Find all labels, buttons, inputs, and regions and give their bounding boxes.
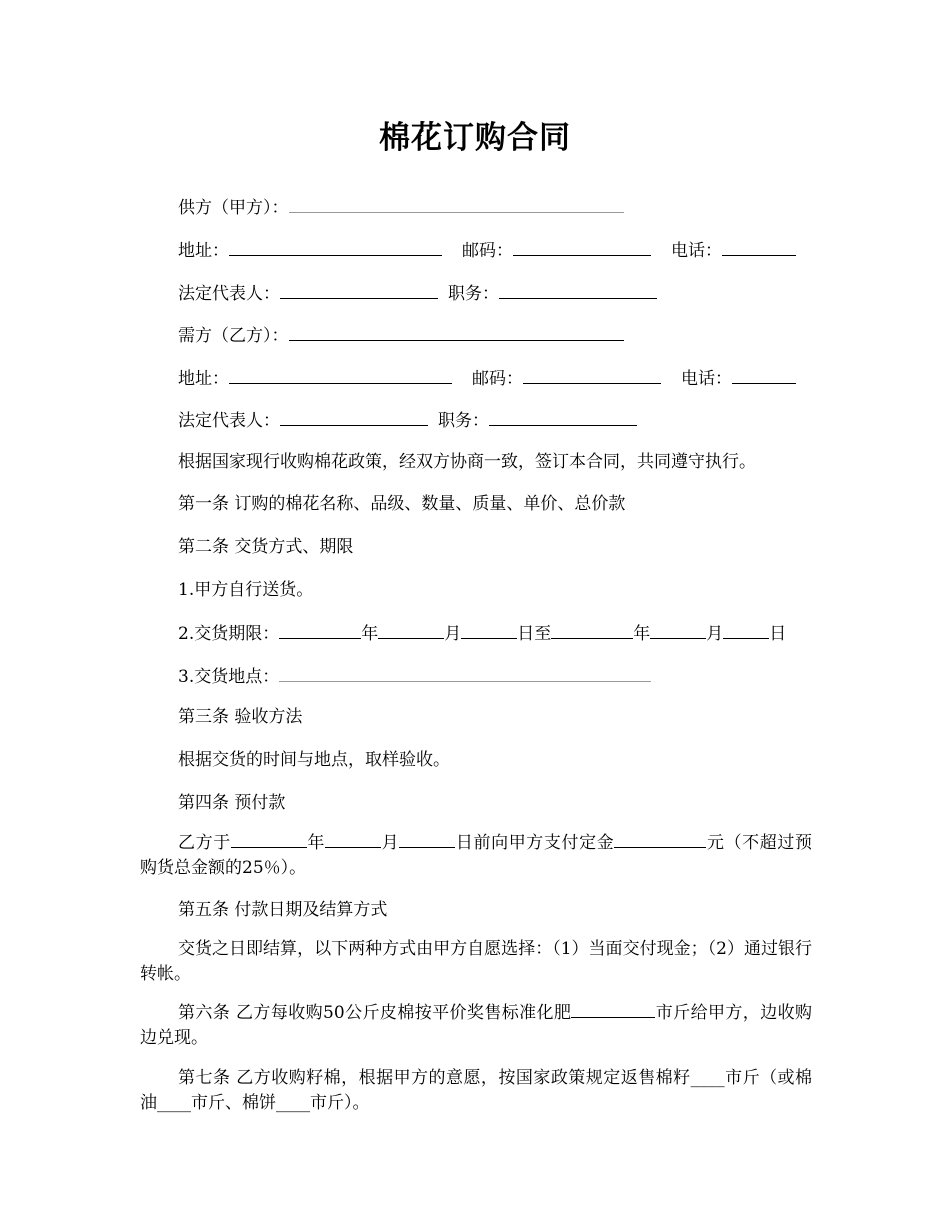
party-b-label: 需方（乙方）：	[178, 326, 289, 346]
start-year-blank[interactable]	[279, 622, 361, 639]
party-b-address-blank[interactable]	[229, 367, 452, 384]
cotton-oil-blank[interactable]: ____	[157, 1093, 191, 1113]
start-day-to-label: 日至	[517, 624, 552, 644]
cotton-cake-blank[interactable]: ____	[276, 1093, 310, 1113]
article-6-text-2: 市斤给甲方，边收购边兑现。	[140, 1003, 813, 1048]
start-day-blank[interactable]	[461, 622, 517, 639]
party-b-address-label: 地址：	[178, 369, 229, 389]
article-5-heading: 第五条 付款日期及结算方式	[178, 900, 388, 920]
start-month-label: 月	[444, 624, 462, 644]
delivery-period-label: 2.交货期限：	[178, 624, 280, 644]
delivery-place-blank[interactable]	[279, 665, 651, 682]
party-a-phone-label: 电话：	[671, 241, 722, 261]
end-year-label: 年	[633, 624, 651, 644]
article-7-text-2: 市斤（或棉油	[140, 1068, 813, 1113]
party-a-postcode-label: 邮码：	[462, 241, 513, 261]
party-b-rep-row	[178, 409, 637, 431]
start-month-blank[interactable]	[378, 622, 444, 639]
article-7-text-1: 第七条 乙方收购籽棉，根据甲方的意愿，按国家政策规定返售棉籽	[178, 1068, 691, 1088]
party-b-postcode-label: 邮码：	[472, 369, 523, 389]
article-2-heading: 第二条 交货方式、期限	[178, 537, 354, 557]
party-b-rep-blank[interactable]	[280, 409, 428, 426]
party-a-name-blank[interactable]	[289, 196, 624, 213]
article-4-text-3: 元（不超过预购货总金额的25％）。	[140, 833, 813, 878]
document-title: 棉花订购合同	[379, 120, 571, 156]
party-a-row	[178, 196, 624, 218]
cottonseed-blank[interactable]: ____	[690, 1068, 725, 1088]
party-a-rep-label: 法定代表人：	[178, 284, 280, 304]
deposit-year-label: 年	[306, 833, 326, 853]
party-a-address-label: 地址：	[178, 241, 229, 261]
party-a-postcode-blank[interactable]	[513, 239, 651, 256]
party-b-rep-label: 法定代表人：	[178, 411, 280, 431]
party-a-rep-row	[178, 282, 657, 304]
party-b-contact-row	[178, 367, 796, 389]
start-year-label: 年	[361, 624, 379, 644]
preamble: 根据国家现行收购棉花政策，经双方协商一致，签订本合同，共同遵守执行。	[178, 452, 756, 472]
end-month-label: 月	[706, 624, 724, 644]
deposit-month-blank[interactable]	[325, 831, 381, 848]
party-b-position-blank[interactable]	[489, 409, 637, 426]
party-a-position-blank[interactable]	[499, 282, 657, 299]
party-a-label: 供方（甲方）：	[178, 198, 289, 218]
end-day-blank[interactable]	[723, 622, 769, 639]
article-4-text-1: 乙方于	[178, 833, 231, 853]
party-a-rep-blank[interactable]	[280, 282, 438, 299]
article-4-heading: 第四条 预付款	[178, 793, 286, 813]
deposit-day-blank[interactable]	[399, 831, 455, 848]
deposit-amount-blank[interactable]	[614, 831, 706, 848]
article-3-heading: 第三条 验收方法	[178, 707, 303, 727]
party-b-name-blank[interactable]	[289, 324, 624, 341]
party-b-position-label: 职务：	[438, 411, 489, 431]
delivery-place-row	[178, 665, 651, 687]
article-7-body	[140, 1066, 812, 1116]
fertilizer-amount-blank[interactable]	[571, 1001, 655, 1018]
article-7-text-4: 市斤）。	[310, 1093, 370, 1113]
party-a-position-label: 职务：	[448, 284, 499, 304]
article-4-text-2: 日前向甲方支付定金	[455, 833, 615, 853]
article-7-text-3: 市斤、棉饼	[191, 1093, 276, 1113]
party-b-phone-blank[interactable]	[732, 367, 796, 384]
party-a-address-blank[interactable]	[229, 239, 442, 256]
end-day-label: 日	[769, 624, 787, 644]
party-b-postcode-blank[interactable]	[523, 367, 661, 384]
article-4-body	[140, 831, 812, 881]
end-year-blank[interactable]	[551, 622, 633, 639]
article-6-body	[140, 1001, 812, 1051]
article-6-text-1: 第六条 乙方每收购50公斤皮棉按平价奖售标准化肥	[178, 1003, 572, 1023]
deposit-month-label: 月	[381, 833, 400, 853]
article-1-heading: 第一条 订购的棉花名称、品级、数量、质量、单价、总价款	[178, 494, 626, 514]
party-b-row	[178, 324, 624, 346]
delivery-place-label: 3.交货地点：	[178, 667, 280, 687]
article-2-item-1: 1.甲方自行送货。	[178, 580, 314, 600]
party-b-phone-label: 电话：	[681, 369, 732, 389]
article-3-body: 根据交货的时间与地点，取样验收。	[178, 750, 450, 770]
party-a-contact-row	[178, 239, 796, 261]
end-month-blank[interactable]	[650, 622, 706, 639]
deposit-year-blank[interactable]	[231, 831, 307, 848]
party-a-phone-blank[interactable]	[722, 239, 796, 256]
article-5-body: 交货之日即结算，以下两种方式由甲方自愿选择：（1）当面交付现金；（2）通过银行转帐。	[140, 939, 812, 984]
delivery-period-row	[178, 622, 786, 644]
